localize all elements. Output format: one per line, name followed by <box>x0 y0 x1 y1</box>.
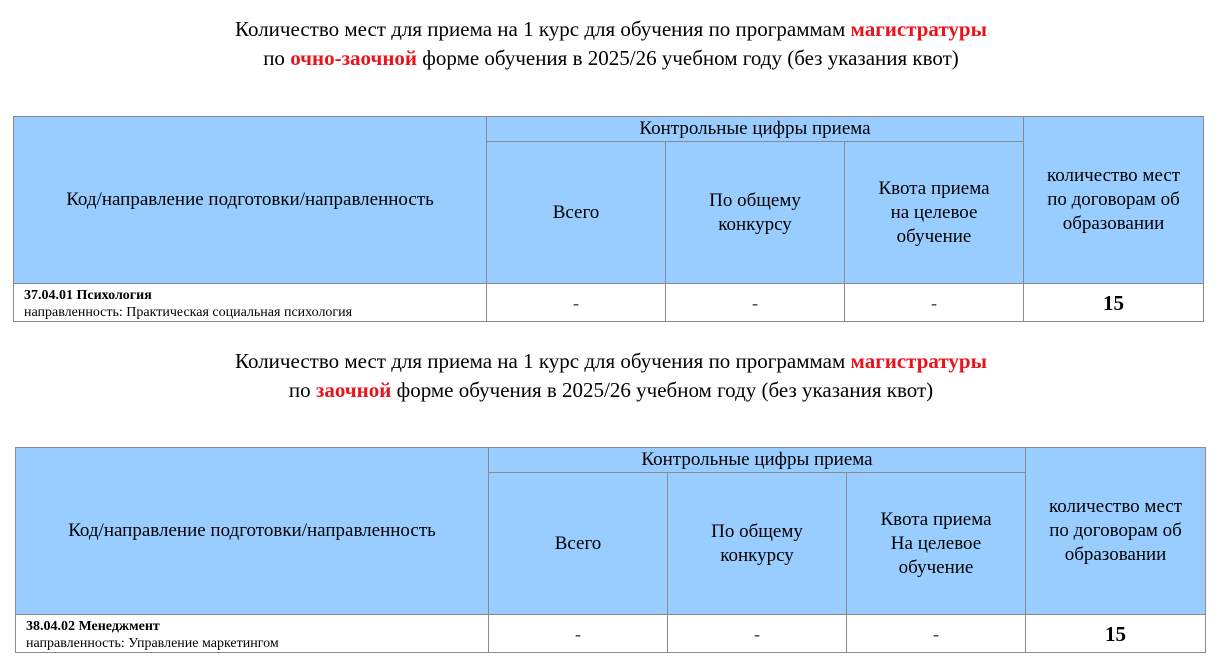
row-total-value: - <box>489 615 668 653</box>
column-header-quota: Квота приема На целевое обучение <box>847 473 1026 615</box>
row-general-value: - <box>666 284 845 322</box>
section-1-heading-line-2: по очно-заочной форме обучения в 2025/26 учебном году (без указания квот) <box>263 46 959 70</box>
column-header-general: По общему конкурсу <box>668 473 847 615</box>
row-total-value: - <box>487 284 666 322</box>
section-1-heading-line-1: Количество мест для приема на 1 курс для обучения по программам магистратуры <box>235 17 987 41</box>
row-general-value: - <box>668 615 847 653</box>
study-form-highlight: очно-заочной <box>290 46 418 70</box>
section-2-heading-line-2: по заочной форме обучения в 2025/26 учебном году (без указания квот) <box>288 378 934 402</box>
column-header-total: Всего <box>489 473 668 615</box>
row-program-specialization: направленность: Практическая социальная психология <box>24 305 353 320</box>
column-header-general: По общему конкурсу <box>666 142 845 284</box>
column-header-contract: количество мест по договорам об образовании <box>1024 117 1204 284</box>
section-1-heading <box>0 15 1222 73</box>
section-2-heading <box>0 347 1222 405</box>
section-2-heading-line-1: Количество мест для приема на 1 курс для обучения по программам магистратуры <box>235 349 987 373</box>
column-header-code: Код/направление подготовки/направленность <box>16 448 489 615</box>
program-level-highlight: магистратуры <box>850 17 987 41</box>
group-header-control-figures: Контрольные цифры приема <box>487 117 1024 142</box>
row-quota-value: - <box>845 284 1024 322</box>
row-program-specialization: направленность: Управление маркетингом <box>26 636 279 651</box>
column-header-quota: Квота приема на целевое обучение <box>845 142 1024 284</box>
section-1-table <box>13 116 1204 322</box>
row-program-code: 38.04.02 Менеджмент <box>26 619 160 634</box>
table-row <box>16 615 1206 653</box>
table-row <box>14 284 1204 322</box>
program-level-highlight: магистратуры <box>850 349 987 373</box>
row-program-cell <box>16 615 489 653</box>
section-2-table <box>15 447 1206 653</box>
row-quota-value: - <box>847 615 1026 653</box>
column-header-contract: количество мест по договорам об образовании <box>1026 448 1206 615</box>
column-header-code: Код/направление подготовки/направленность <box>14 117 487 284</box>
study-form-highlight: заочной <box>315 378 392 402</box>
row-contract-value: 15 <box>1024 284 1204 322</box>
row-contract-value: 15 <box>1026 615 1206 653</box>
row-program-code: 37.04.01 Психология <box>24 288 152 303</box>
row-program-cell <box>14 284 487 322</box>
group-header-control-figures: Контрольные цифры приема <box>489 448 1026 473</box>
column-header-total: Всего <box>487 142 666 284</box>
